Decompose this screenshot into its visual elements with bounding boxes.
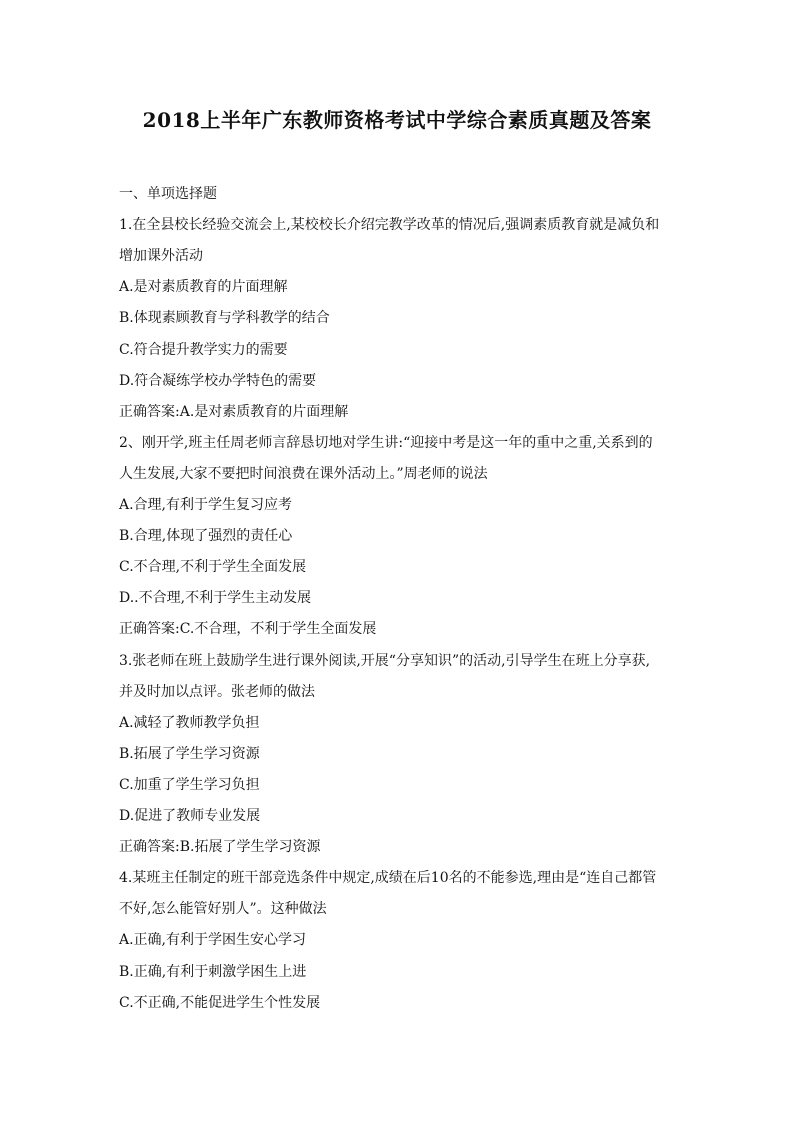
answer-option: D..不合理,不利于学生主动发展 [119,590,312,607]
section-heading: 一、单项选择题 [119,186,217,202]
answer-option: C.不合理,不利于学生全面发展 [119,559,307,576]
correct-answer: 正确答案:A.是对素质教育的片面理解 [119,403,349,420]
question-stem-line: 3.张老师在班上鼓励学生进行课外阅读,开展“分享知识”的活动,引导学生在班上分享获, [119,652,651,669]
question-stem-line: 人生发展,大家不要把时间浪费在课外活动上。”周老师的说法 [119,465,488,482]
answer-option: D.促进了教师专业发展 [119,808,261,824]
answer-option: C.符合提升教学实力的需要 [119,341,288,358]
answer-option: A.是对素质教育的片面理解 [119,279,288,296]
answer-option: B.体现素顾教育与学科教学的结合 [119,310,330,327]
correct-answer: 正确答案:C.不合理，不利于学生全面发展 [119,621,377,638]
question-stem-line: 2、刚开学,班主任周老师言辞恳切地对学生讲:“迎接中考是这一年的重中之重,关系到的 [119,434,653,451]
question-stem-line: 不好,怎么能管好别人”。这种做法 [119,901,327,918]
question-stem-line: 增加课外活动 [119,248,203,265]
answer-option: A.减轻了教师教学负担 [119,714,260,731]
answer-option: C.加重了学生学习负担 [119,776,260,793]
question-stem-line: 4.某班主任制定的班干部竞选条件中规定,成绩在后10名的不能参选,理由是“连自己都管 [119,870,657,887]
answer-option: B.拓展了学生学习资源 [119,745,260,762]
answer-option: C.不正确,不能促进学生个性发展 [119,994,321,1011]
answer-option: B.合理,体现了强烈的责任心 [119,528,293,545]
answer-option: A.正确,有利于学困生安心学习 [119,932,307,949]
question-stem-line: 1.在全县校长经验交流会上,某校校长介绍完教学改革的情况后,强调素质教育就是减负和 [119,217,660,234]
correct-answer: 正确答案:B.拓展了学生学习资源 [119,839,321,856]
document-title: 2018上半年广东教师资格考试中学综合素质真题及答案 [142,108,652,132]
question-stem-line: 并及时加以点评。张老师的做法 [119,683,315,700]
answer-option: B.正确,有利于刺激学困生上进 [119,963,307,980]
answer-option: D.符合凝练学校办学特色的需要 [119,372,317,389]
answer-option: A.合理,有利于学生复习应考 [119,497,293,513]
